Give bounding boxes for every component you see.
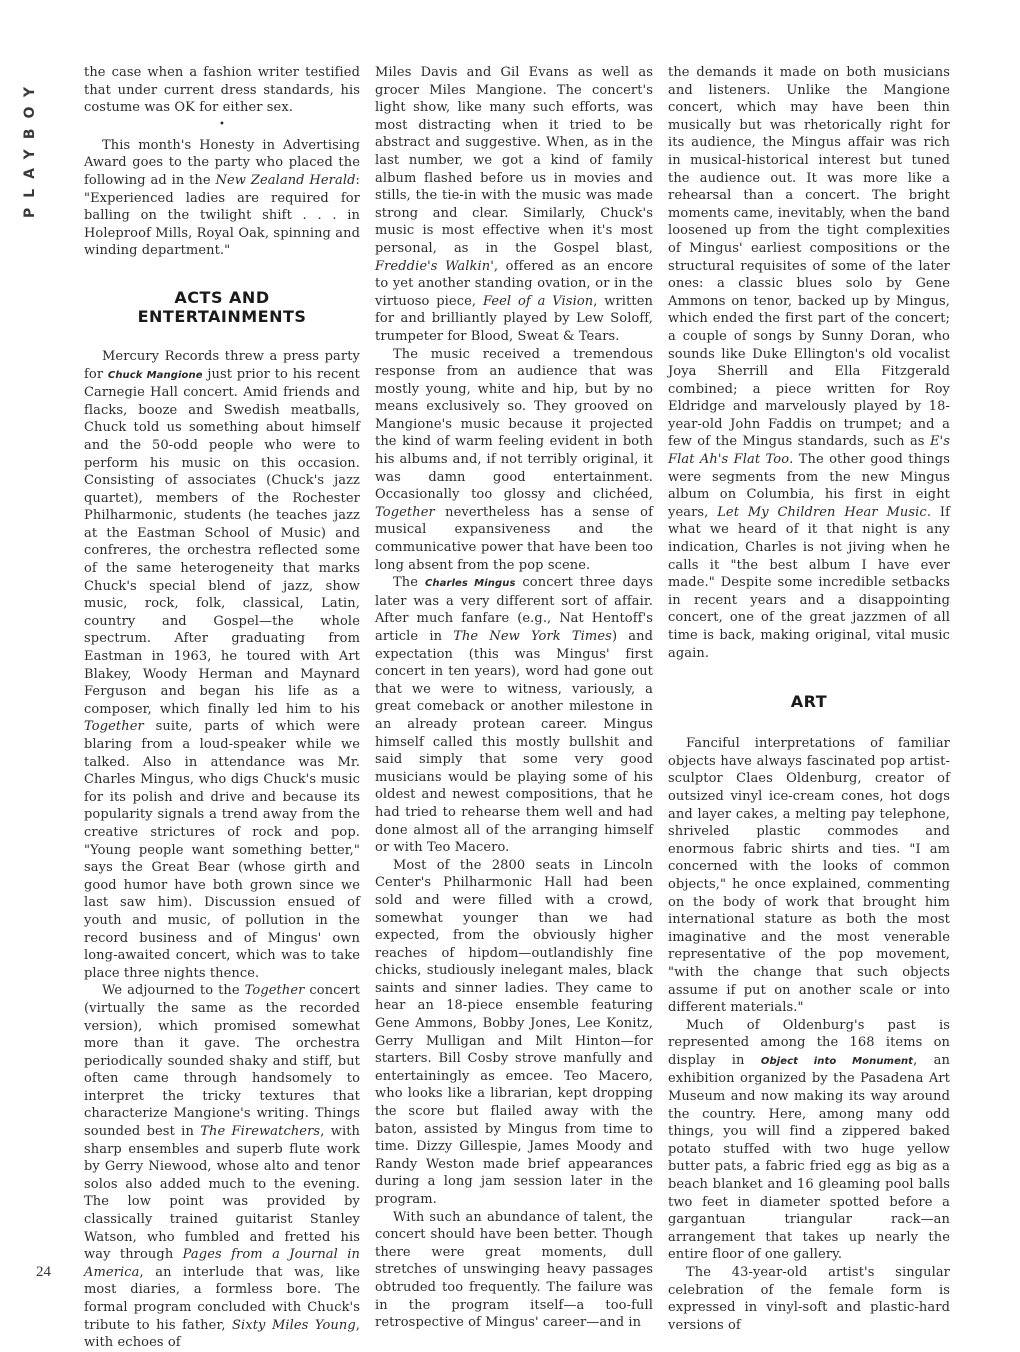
work-title: Sixty Miles Young — [232, 1317, 356, 1333]
paragraph: We adjourned to the Together concert (virtually the same as the recorded version), which promised somewhat more than it gave. The orchestra periodically sounded shaky and stiff, but often came through handsomely to interpret the tricky textures that characterize Mangione's writing. Things sounded best in The Firewatchers, with sharp ensembles and superb flute work by Gerry Niewood, whose alto and tenor solos also added much to the evening. The low point was provided by classically trained guitarist Stanley Watson, who fumbled and fretted his way through Pages from a Journal in America, an interlude that was, like most diaries, a formless bore. The formal program concluded with Chuck's tribute to his father, Sixty Miles Young, with echoes of — [84, 983, 361, 1351]
paragraph: This month's Honesty in Advertising Award goes to the party who placed the following ad in the New Zealand Herald: "Experienced ladies are required for balling on the twilight shift . . . in Holeproof Mills, Royal Oak, spinning and winding department." — [84, 137, 360, 259]
column-2 — [375, 64, 653, 1332]
paragraph: Miles Davis and Gil Evans as well as grocer Miles Mangione. The concert's light show, like many such efforts, was most distracting when it tried to be abstract and suggestive. When, as in the last number, we got a kind of family album flashed before us in movies and stills, the tie-in with the music was made strong and clear. Similarly, Chuck's music is most effective when it's most personal, as in the Gospel blast, Freddie's Walkin', offered as an encore to yet another standing ovation, or in the virtuoso piece, Feel of a Vision, written for and brilliantly played by Lew Soloff, trumpeter for Blood, Sweat & Tears. — [375, 65, 653, 344]
paragraph: Most of the 2800 seats in Lincoln Center's Philharmonic Hall had been sold and were filled with a crowd, somewhat younger than we had expected, from the obviously higher reaches of hipdom—outlandishly fine chicks, studiously inelegant males, black saints and sinner ladies. They came to hear an 18-piece ensemble featuring Gene Ammons, Bobby Jones, Lee Konitz, Gerry Mulligan and Milt Hinton—for starters. Bill Cosby strove manfully and entertainingly as emcee. Teo Macero, who looks like a librarian, kept dropping the score but flailed away with the baton, assisted by Mingus from time to time. Dizzy Gillespie, James Moody and Randy Weston made brief appearances during a long jam session later in the program. — [375, 857, 653, 1207]
featured-name: Charles Mingus — [424, 578, 516, 590]
column-1 — [84, 64, 360, 1352]
paragraph: The 43-year-old artist's singular celebration of the female form is expressed in vinyl-soft and plastic-hard versions of — [668, 1265, 950, 1333]
paragraph: Mercury Records threw a press party for Chuck Mangione just prior to his recent Carnegie Hall concert. Amid friends and flacks, booze and Swedish meatballs, Chuck told us something about himself and the 50-odd people who were to perform his music on this occasion. Consisting of associates (Chuck's jazz quartet), members of the Rochester Philharmonic, students (he teaches jazz at the Eastman School of Music) and confreres, the orchestra reflected some of the same heterogeneity that marks Chuck's special blend of jazz, show music, rock, folk, classical, Latin, country and Gospel—the whole spectrum. After graduating from Eastman in 1963, he toured with Art Blakey, Woody Herman and Maynard Ferguson and began his life as a composer, which finally led him to his Together suite, parts of which were blaring from a loud-speaker while we talked. Also in attendance was Mr. Charles Mingus, who digs Chuck's music for its polish and drive and because its popularity signals a trend away from the creative strictures of rock and pop. "Young people want something better," says the Great Bear (whose girth and good humor have both grown since we last saw him). Discussion ensued of youth and music, of pollution in the record business and of Mingus' own long-awaited concert, which was to take place three nights thence. — [84, 348, 361, 981]
paragraph: The Charles Mingus concert three days later was a very different sort of affair. After much fanfare (e.g., Nat Hentoff's article in The New York Times) and expectation (this was Mingus' first concert in ten years), word had gone out that we were to witness, variously, a great comeback or another milestone in an already protean career. Mingus himself called this mostly bullshit and said simply that some very good musicians would be playing some of his oldest and newest compositions, that he had tried to rehearse them well and had done almost all of the arranging himself or with Teo Macero. — [375, 575, 653, 856]
paragraph: Fanciful interpretations of familiar objects have always fascinated pop artist-sculptor Claes Oldenburg, creator of outsized vinyl ice-cream cones, hot dogs and layer cakes, a melting pay telephone, shriveled plastic commodes and enormous fabric shirts and ties. "I am concerned with the looks of common objects," he once explained, commenting on the body of work that brought him international stature as both the most imaginative and the most venerable representative of the pop movement, "with the change that such objects assume if put on another scale or into different materials." — [668, 736, 950, 1016]
section-heading-art: ART — [790, 692, 828, 712]
exhibition-name: Object into Monument — [760, 1055, 914, 1067]
section-bullet: • — [219, 118, 225, 130]
work-title: Together — [244, 983, 305, 999]
paragraph: The music received a tremendous response from an audience that was mostly young, white and hip, but by no means exclusively so. They grooved on Mangione's music because it projected the kind of warm feeling evident in both his albums and, if not terribly original, it was damn good entertainment. Occasionally too glossy and clichéed, Together nevertheless has a sense of musical expansiveness and the communicative power that have been too long absent from the pop scene. — [375, 346, 653, 573]
paragraph: the demands it made on both musicians and listeners. Unlike the Mangione concert, which may have been thin musically but was rhetorically right for its audience, the Mingus affair was rich in musical-historical interest but tuned the audience out. It was more like a rehearsal than a concert. The bright moments came, inevitably, when the band loosened up from the tight complexities of Mingus' earliest compositions or the structural requisites of some of the later ones: a classic blues solo by Gene Ammons on tenor, backed up by Mingus, which ended the first part of the concert; a couple of songs by Sunny Doran, who sounds like Duke Ellington's old vocalist Joya Sherrill and Ella Fitzgerald combined; a piece written for Roy Eldridge and marvelously played by 18-year-old John Faddis on trumpet; and a few of the Mingus standards, such as E's Flat Ah's Flat Too. The other good things were segments from the new Mingus album on Columbia, his first in eight years, Let My Children Hear Music. If what we heard of it that night is any indication, Charles is not jiving when he calls it "the best album I have ever made." Despite some incredible setbacks in recent years and a disappointing concert, one of the great jazzmen of all time is back, making original, vital music again. — [668, 65, 950, 661]
paragraph: the case when a fashion writer testified that under current dress standards, his costume was OK for either sex. — [84, 65, 360, 116]
work-title: The Firewatchers — [200, 1124, 321, 1140]
publication-title: The New York Times — [453, 629, 612, 644]
work-title: E's Flat Ah's Flat Too — [668, 434, 950, 468]
work-title: Together — [84, 719, 144, 735]
paragraph: With such an abundance of talent, the concert should have been better. Though there were great moments, dull stretches of unswinging heavy passages obtruded too frequently. The failure was in the program itself—a too-full retrospective of Mingus' career—and in — [375, 1209, 653, 1331]
work-title: Together — [375, 504, 435, 520]
featured-name: Chuck Mangione — [107, 369, 203, 381]
publication-title: New Zealand Herald — [215, 172, 356, 188]
page-number: 24 — [36, 1264, 51, 1280]
work-title: Let My Children Hear Music — [717, 504, 927, 520]
work-title: Feel of a Vision — [482, 293, 594, 309]
column-3 — [668, 64, 950, 1334]
work-title: Freddie's Walkin' — [375, 258, 494, 274]
running-head: PLAYBOY — [22, 76, 38, 219]
section-heading-acts: ACTS AND ENTERTAINMENTS — [137, 287, 307, 326]
paragraph: Much of Oldenburg's past is represented among the 168 items on display in Object into Monument, an exhibition organized by the Pasadena Art Museum and now making its way around the country. Here, among many odd things, you will find a zippered baked potato stuffed with two huge yellow butter pats, a fabric fried egg as big as a beach blanket and 16 gleaming pool balls two feet in diameter spotted before a gargantuan triangular rack—an arrangement that takes up nearly the entire floor of one gallery. — [668, 1017, 950, 1263]
work-title: Pages from a Journal in America — [84, 1247, 360, 1280]
